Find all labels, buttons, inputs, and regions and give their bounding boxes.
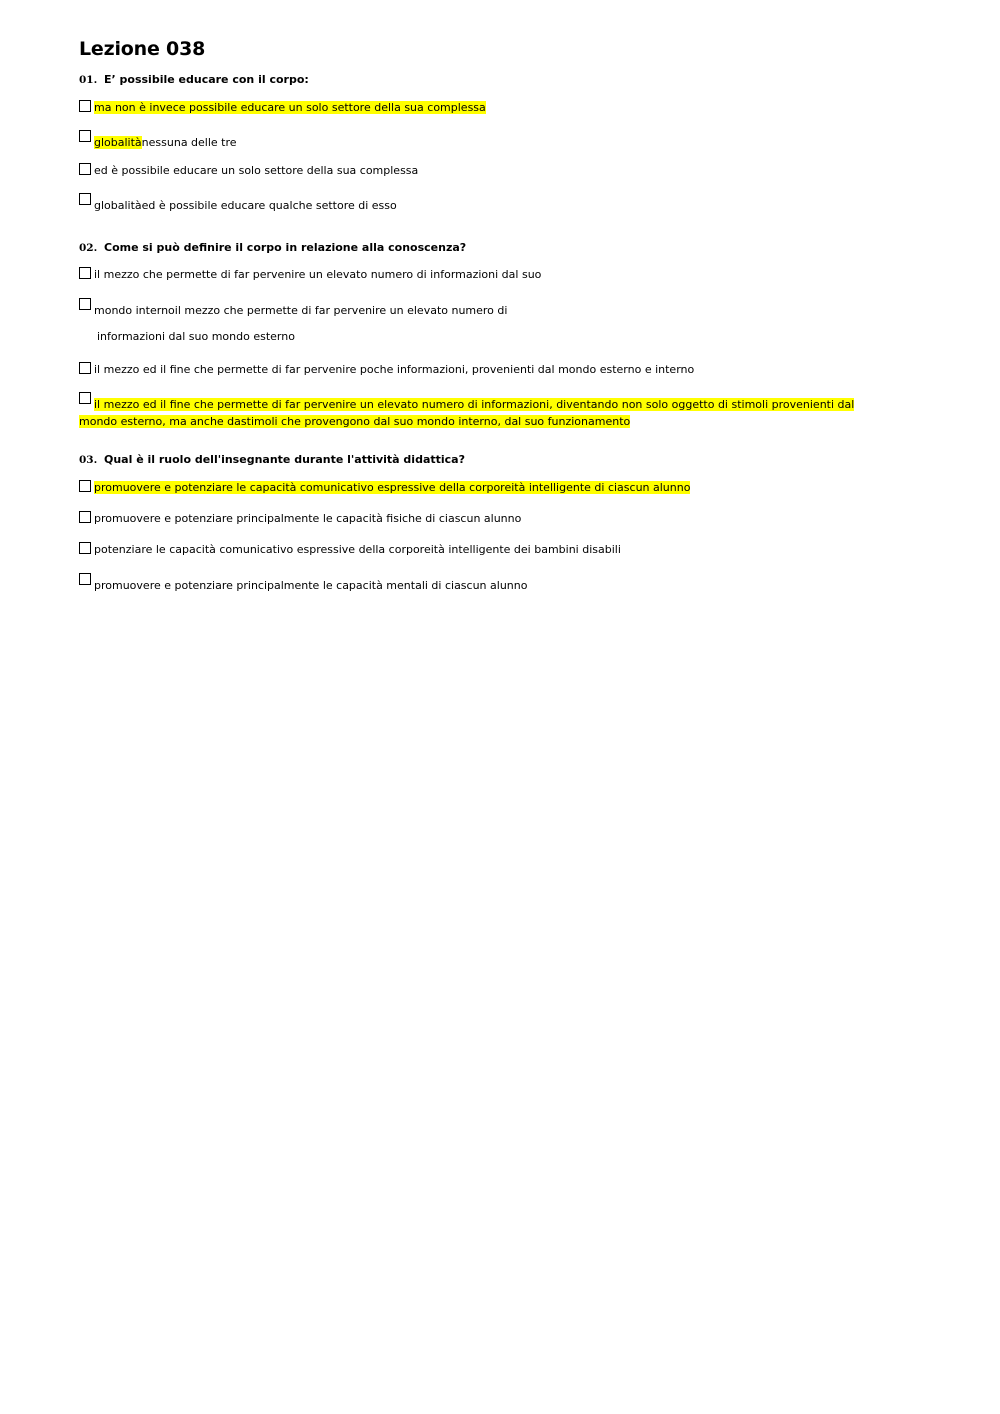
option-01-c[interactable] [79, 162, 418, 179]
question-number: 03. [79, 454, 98, 466]
option-text: il mezzo ed il fine che permette di far pervenire poche informazioni, provenienti dal mondo esterno e interno [94, 363, 695, 376]
option-02-a[interactable] [79, 266, 541, 283]
option-text-highlighted: globalità [94, 136, 142, 149]
option-text: mondo internoil mezzo che permette di far pervenire un elevato numero di [94, 304, 508, 317]
checkbox[interactable] [79, 480, 91, 492]
option-02-c[interactable] [79, 361, 694, 378]
checkbox[interactable] [79, 193, 91, 205]
option-03-d[interactable] [79, 573, 527, 594]
checkbox[interactable] [79, 267, 91, 279]
option-text: il mezzo che permette di far pervenire un elevato numero di informazioni dal suo [94, 268, 542, 281]
option-03-c[interactable] [79, 541, 621, 558]
option-text: nessuna delle tre [141, 136, 237, 149]
checkbox[interactable] [79, 542, 91, 554]
option-text: promuovere e potenziare principalmente le capacità mentali di ciascun alunno [94, 579, 528, 592]
option-text: promuovere e potenziare le capacità comunicativo espressive della corporeità intelligente di ciascun alunno [94, 481, 691, 494]
option-03-b[interactable] [79, 510, 521, 527]
page-title: Lezione 038 [79, 38, 206, 60]
question-02 [79, 241, 466, 254]
option-01-d[interactable] [79, 193, 397, 214]
checkbox[interactable] [79, 392, 91, 404]
option-02-d[interactable] [79, 392, 865, 430]
option-01-a[interactable] [79, 99, 486, 116]
option-03-a[interactable] [79, 479, 690, 496]
checkbox[interactable] [79, 130, 91, 142]
question-number: 01. [79, 74, 98, 86]
checkbox[interactable] [79, 573, 91, 585]
option-02-b[interactable] [79, 298, 507, 319]
checkbox[interactable] [79, 362, 91, 374]
question-text: Qual è il ruolo dell'insegnante durante l'attività didattica? [104, 453, 465, 466]
question-01 [79, 73, 309, 86]
option-text: ed è possibile educare un solo settore della sua complessa [94, 164, 419, 177]
option-text: globalitàed è possibile educare qualche settore di esso [94, 199, 397, 212]
question-text: E’ possibile educare con il corpo: [104, 73, 309, 86]
option-text: promuovere e potenziare principalmente le capacità fisiche di ciascun alunno [94, 512, 522, 525]
checkbox[interactable] [79, 511, 91, 523]
option-text: ma non è invece possibile educare un solo settore della sua complessa [94, 101, 486, 114]
option-01-b[interactable] [79, 130, 237, 151]
option-text: il mezzo ed il fine che permette di far pervenire un elevato numero di informazioni, diventando non solo oggetto di stimoli provenienti dal mondo esterno, ma anche dastimoli che provengono dal suo mondo interno, dal suo funzionamento [79, 398, 855, 428]
question-03 [79, 453, 465, 466]
checkbox[interactable] [79, 163, 91, 175]
checkbox[interactable] [79, 100, 91, 112]
checkbox[interactable] [79, 298, 91, 310]
question-text: Come si può definire il corpo in relazione alla conoscenza? [104, 241, 467, 254]
option-02-b-continuation: informazioni dal suo mondo esterno [97, 330, 295, 343]
question-number: 02. [79, 242, 98, 254]
option-text: potenziare le capacità comunicativo espressive della corporeità intelligente dei bambini disabili [94, 543, 621, 556]
